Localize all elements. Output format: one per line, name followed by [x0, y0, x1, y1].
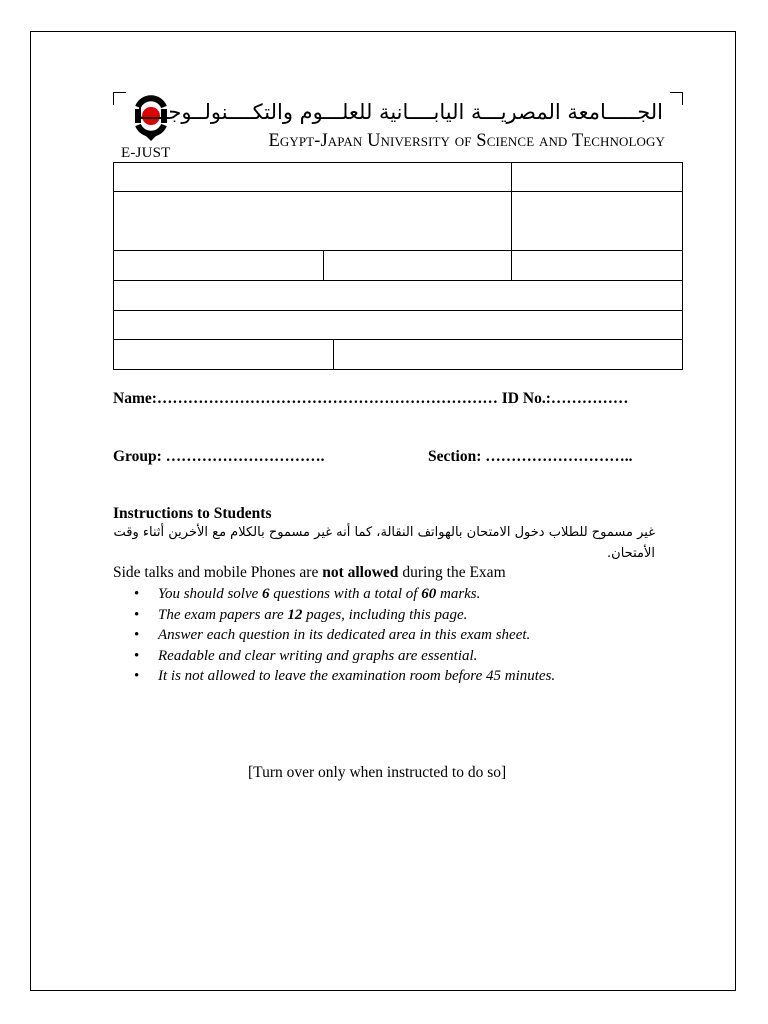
rule-text: questions with a total of — [269, 586, 422, 602]
university-name-arabic: الجـــــامعة المصريـــة اليابــــانية للعلـــوم والتكــــنولــوجيـــا — [137, 100, 663, 124]
name-id-field: Name:………………………………………………………… ID No.:…………… — [113, 390, 629, 407]
rule-text: pages, including this page. — [302, 606, 468, 623]
group-field: Group: …………………………. — [113, 448, 325, 465]
section-field: Section: ……………………….. — [428, 448, 633, 465]
instructions-heading: Instructions to Students — [113, 505, 272, 522]
side-talks-rule — [113, 564, 506, 582]
table-row-line — [113, 191, 683, 192]
header-corner-right — [670, 92, 683, 105]
table-row-line — [113, 162, 683, 163]
table-row-line — [113, 369, 683, 370]
header-corner-left — [113, 92, 126, 105]
side-talks-text: Side talks and mobile Phones are — [113, 564, 323, 581]
list-item: • It is not allowed to leave the examination room before 45 minutes. — [158, 666, 555, 687]
side-talks-text-end: during the Exam — [398, 564, 506, 581]
table-row-line — [113, 339, 683, 340]
question-count: 6 — [262, 586, 270, 602]
table-col-line — [333, 339, 334, 369]
table-col-line — [511, 162, 512, 280]
turn-over-note: [Turn over only when instructed to do so] — [248, 764, 507, 781]
university-name-english: Egypt-Japan University of Science and Technology — [268, 131, 665, 151]
exam-info-table — [113, 162, 683, 370]
table-col-line — [323, 250, 324, 280]
list-item: • Answer each question in its dedicated area in this exam sheet. — [158, 625, 555, 646]
list-item — [158, 584, 555, 605]
list-item — [158, 605, 555, 626]
page-count: 12 — [287, 606, 303, 623]
rule-text: marks. — [436, 586, 481, 602]
exam-rules-list — [133, 584, 555, 687]
arabic-instruction: غير مسموح للطلاب دخول الامتحان بالهواتف النقالة، كما أنه غير مسموح بالكلام مع الأخرين أثناء وقت الأمتحان. — [113, 525, 655, 561]
not-allowed-text: not allowed — [322, 564, 399, 581]
total-marks: 60 — [421, 586, 437, 602]
university-header — [113, 92, 683, 162]
table-row-line — [113, 280, 683, 281]
table-row-line — [113, 250, 683, 251]
table-row-line — [113, 310, 683, 311]
list-item: • Readable and clear writing and graphs are essential. — [158, 646, 555, 667]
rule-text: The exam papers are — [158, 606, 288, 623]
rule-text: You should solve — [158, 586, 263, 602]
logo-label: E-JUST — [121, 145, 171, 161]
